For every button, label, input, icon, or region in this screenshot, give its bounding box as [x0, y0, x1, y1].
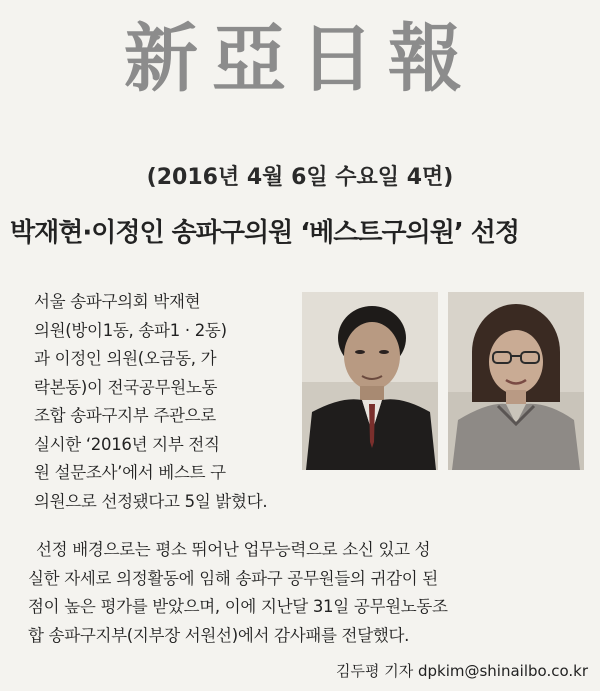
portrait-male-image — [302, 292, 438, 470]
publication-dateline: (2016년 4월 6일 수요일 4면) — [146, 165, 454, 190]
body-line: 선정 배경으로는 평소 뛰어난 업무능력으로 소신 있고 성 — [36, 540, 431, 559]
body-line: 원 설문조사’에서 베스트 구 — [34, 463, 226, 482]
body-line: 실시한 ‘2016년 지부 전직 — [34, 434, 220, 454]
article-body-full — [28, 536, 588, 650]
body-line: 실한 자세로 의정활동에 임해 송파구 공무원들의 귀감이 된 — [28, 568, 438, 588]
body-line: 서울 송파구의회 박재현 — [34, 292, 201, 311]
article-headline: 박재현·이정인 송파구의원 ‘베스트구의원’ 선정 — [10, 218, 519, 248]
newspaper-masthead: 新亞日報 — [124, 16, 476, 102]
article-body-column — [34, 288, 296, 516]
body-line: 조합 송파구지부 주관으로 — [34, 406, 216, 425]
body-line: 점이 높은 평가를 받았으며, 이에 지난달 31일 공무원노동조 — [28, 597, 448, 616]
article-byline: 김두평 기자 dpkim@shinailbo.co.kr — [335, 662, 588, 680]
body-line: 의원(방이1동, 송파1 · 2동) — [34, 320, 227, 340]
portrait-female-image — [448, 292, 584, 470]
body-line: 락본동)이 전국공무원노동 — [34, 377, 218, 397]
portrait-photo-male — [302, 292, 438, 470]
body-line: 의원으로 선정됐다고 5일 밝혔다. — [34, 491, 268, 511]
body-line: 과 이정인 의원(오금동, 가 — [34, 349, 217, 368]
body-line: 합 송파구지부(지부장 서원선)에서 감사패를 전달했다. — [28, 625, 410, 645]
portrait-photo-female — [448, 292, 584, 470]
